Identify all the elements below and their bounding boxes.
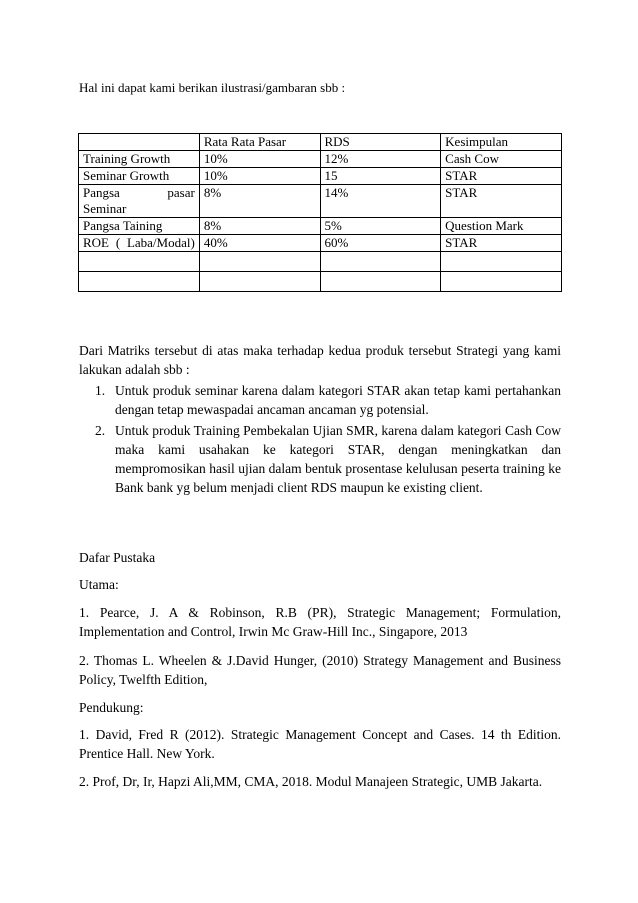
table-cell: ROE ( Laba/Modal) — [79, 235, 200, 252]
table-header-row — [79, 134, 562, 151]
list-item-number: 1. — [95, 383, 106, 398]
table-cell: 40% — [199, 235, 320, 252]
reference-item: 1. David, Fred R (2012). Strategic Management Concept and Cases. 14 th Edition. Prentice Hall. New York. — [79, 727, 561, 761]
list-item — [95, 421, 561, 497]
table-cell — [441, 252, 562, 272]
table-cell: 8% — [199, 185, 320, 218]
table-cell: Seminar Growth — [79, 168, 200, 185]
conclusion-paragraph: Dari Matriks tersebut di atas maka terhadap kedua produk tersebut Strategi yang kami lakukan adalah sbb : — [79, 343, 561, 377]
table-cell: 5% — [320, 218, 441, 235]
table-cell: 12% — [320, 151, 441, 168]
table-row — [79, 252, 562, 272]
references-title: Dafar Pustaka — [79, 550, 156, 565]
table-cell: 10% — [199, 151, 320, 168]
reference-item: 2. Prof, Dr, Ir, Hapzi Ali,MM, CMA, 2018. Modul Manajeen Strategic, UMB Jakarta. — [79, 774, 543, 789]
table-cell: 14% — [320, 185, 441, 218]
table-row — [79, 151, 562, 168]
table-cell — [79, 272, 200, 292]
references-support-label: Pendukung: — [79, 700, 144, 715]
matrix-table — [78, 133, 562, 292]
header-cell: Kesimpulan — [441, 134, 562, 151]
table-cell: Pangsa Taining — [79, 218, 200, 235]
table-cell — [199, 252, 320, 272]
header-cell: Rata Rata Pasar — [199, 134, 320, 151]
header-cell: RDS — [320, 134, 441, 151]
intro-text: Hal ini dapat kami berikan ilustrasi/gambaran sbb : — [79, 80, 346, 95]
table-cell: Cash Cow — [441, 151, 562, 168]
list-item-number: 2. — [95, 423, 106, 438]
table-cell — [320, 272, 441, 292]
table-cell: 8% — [199, 218, 320, 235]
reference-item: 1. Pearce, J. A & Robinson, R.B (PR), Strategic Management; Formulation, Implementation and Control, Irwin Mc Graw-Hill Inc., Singapore, 2013 — [79, 605, 561, 639]
table-cell — [79, 252, 200, 272]
references-main-label: Utama: — [79, 577, 119, 592]
table-cell: Question Mark — [441, 218, 562, 235]
table-cell — [199, 272, 320, 292]
table-cell: STAR — [441, 235, 562, 252]
header-cell — [79, 134, 200, 151]
table-row — [79, 168, 562, 185]
list-item-text: Untuk produk Training Pembekalan Ujian SMR, karena dalam kategori Cash Cow maka kami usahakan ke kategori STAR, dengan meningkatkan dan mempromosikan hasil ujian dalam bentuk prosentase kelulusan peserta training ke Bank bank yg belum menjadi client RDS maupun ke existing client. — [115, 423, 561, 495]
table-cell: Training Growth — [79, 151, 200, 168]
table-row — [79, 185, 562, 218]
reference-item: 2. Thomas L. Wheelen & J.David Hunger, (2010) Strategy Management and Business Policy, Twelfth Edition, — [79, 653, 561, 687]
table-row — [79, 218, 562, 235]
strategy-list — [95, 381, 561, 499]
table-cell: 15 — [320, 168, 441, 185]
table-row — [79, 272, 562, 292]
table-cell: STAR — [441, 185, 562, 218]
table-cell: STAR — [441, 168, 562, 185]
table-cell: 60% — [320, 235, 441, 252]
table-cell — [320, 252, 441, 272]
list-item-text: Untuk produk seminar karena dalam kategori STAR akan tetap kami pertahankan dengan tetap mewaspadai ancaman ancaman yg potensial. — [115, 383, 561, 417]
table-cell: 10% — [199, 168, 320, 185]
list-item — [95, 381, 561, 419]
table-row — [79, 235, 562, 252]
table-cell: Pangsa pasar Seminar — [79, 185, 200, 218]
table-cell — [441, 272, 562, 292]
